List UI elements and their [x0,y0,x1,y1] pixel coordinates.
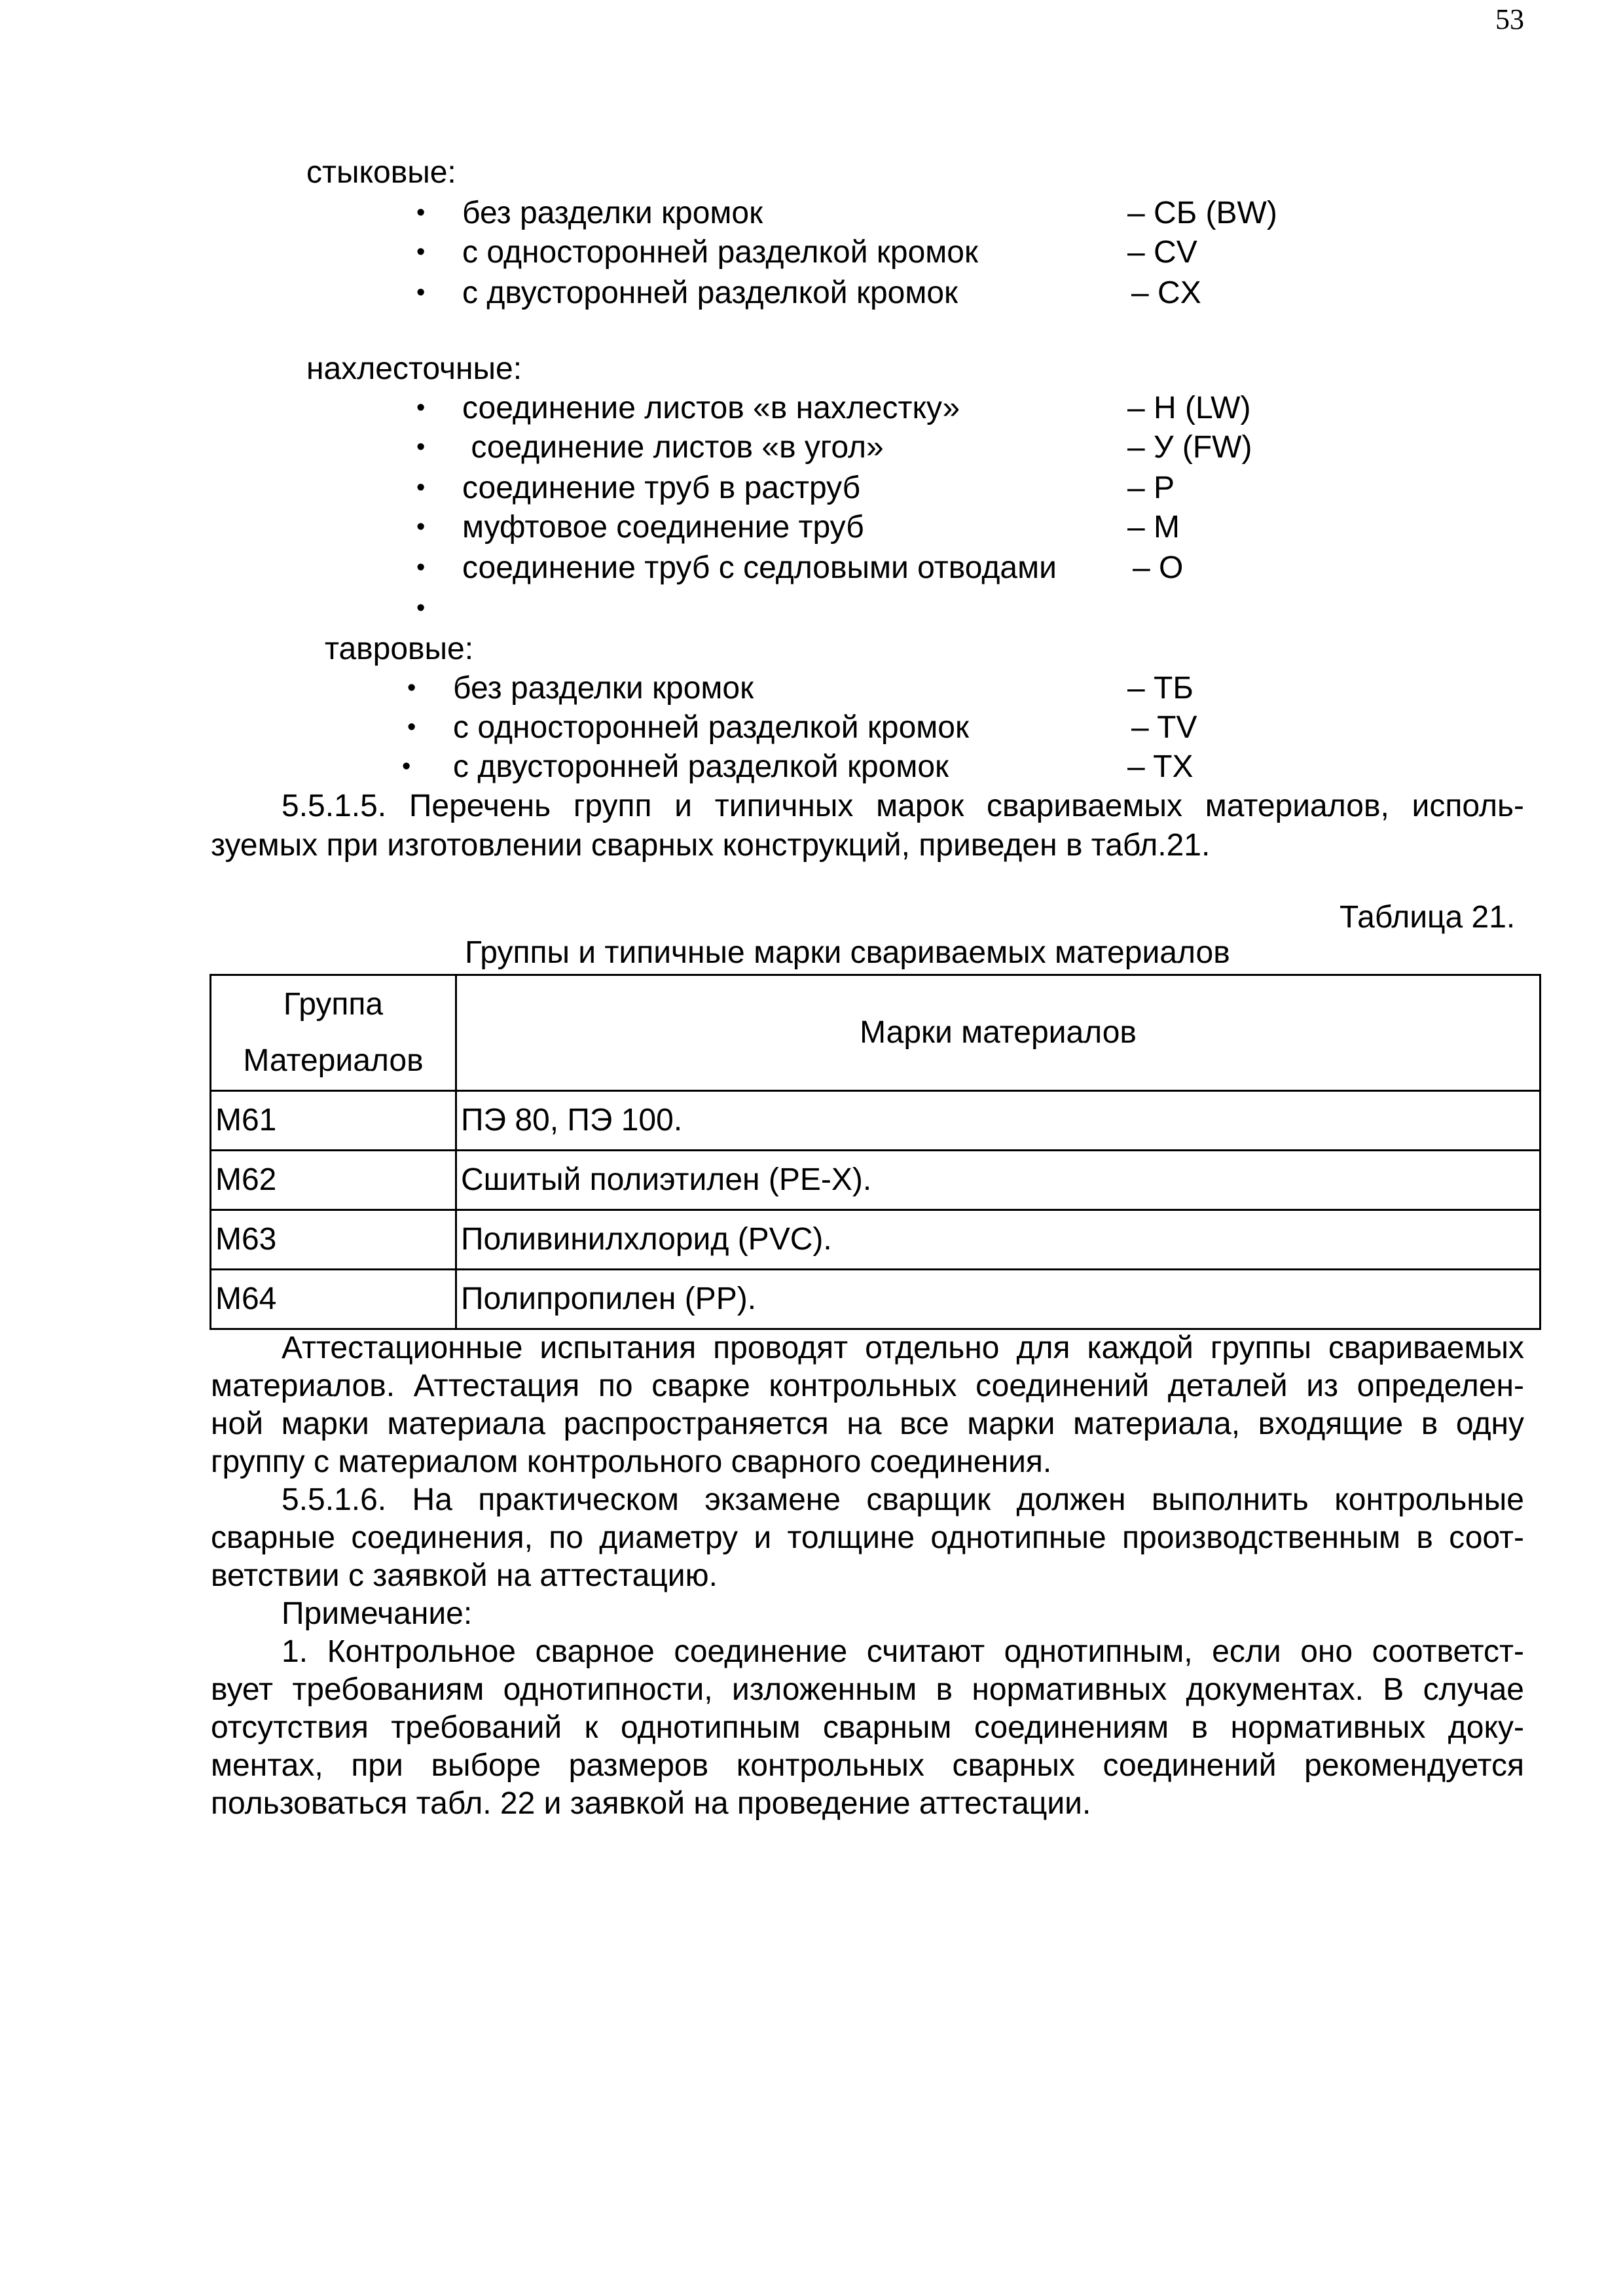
bullet: • [416,554,426,581]
bullet: • [416,513,426,541]
bullet: • [416,238,426,266]
lap-heading: нахлесточные: [306,351,522,386]
paragraph-line: 5.5.1.5. Перечень групп и типичных марок свариваемых материалов, исполь- [282,789,1524,823]
brands-cell: Поливинилхлорид (PVC). [456,1210,1541,1270]
lap-item-text: соединение листов «в нахлестку» [462,391,960,425]
lap-item-code: – О [1133,550,1184,585]
bullet: • [416,594,426,622]
group-cell: М62 [211,1151,456,1210]
lap-item-code: – Р [1127,471,1175,505]
butt-item-text: с односторонней разделкой кромок [462,235,978,270]
materials-table [210,974,1541,1330]
butt-item-code: – CX [1131,276,1201,310]
brands-cell: ПЭ 80, ПЭ 100. [456,1091,1541,1151]
lap-item-text: соединение труб с седловыми отводами [462,550,1057,585]
butt-item-text: с двусторонней разделкой кромок [462,276,958,310]
paragraph-line: зуемых при изготовлении сварных конструкций, приведен в табл.21. [211,828,1211,863]
tee-item-code: – TX [1127,749,1194,784]
bullet: • [416,394,426,422]
lap-item-text: соединение труб в раструб [462,471,861,505]
bullet: • [416,279,426,306]
table-row [211,1151,1541,1210]
bullet: • [407,713,416,741]
table-row [211,1091,1541,1151]
table-header-row [211,975,1541,1091]
butt-heading: стыковые: [306,155,456,190]
tee-heading: тавровые: [325,632,474,666]
bullet: • [416,199,426,226]
table-label: Таблица 21. [1340,900,1516,935]
bullet: • [407,674,416,702]
lap-item-code: – М [1127,510,1180,545]
group-cell: М61 [211,1091,456,1151]
tee-item-text: с двусторонней разделкой кромок [453,749,949,784]
header-group-line2: Материалов [243,1043,424,1078]
note-line: ментах, при выборе размеров контрольных сварных соединений рекомендуется [211,1748,1524,1783]
paragraph-line: 5.5.1.6. На практическом экзамене сварщик должен выполнить контрольные [282,1482,1524,1517]
paragraph-line: ветствии с заявкой на аттестацию. [211,1558,718,1593]
paragraph-line: Аттестационные испытания проводят отдельно для каждой группы свариваемых [282,1331,1524,1365]
tee-item-text: без разделки кромок [453,671,754,706]
brands-cell: Сшитый полиэтилен (PE-X). [456,1151,1541,1210]
bullet: • [402,753,411,780]
lap-item-code: – У (FW) [1127,430,1252,465]
butt-item-text: без разделки кромок [462,196,763,230]
bullet: • [416,433,426,461]
lap-item-text: муфтовое соединение труб [462,510,864,545]
note-line: вует требованиям однотипности, изложенным в нормативных документах. В случае [211,1672,1524,1707]
table-title: Группы и типичные марки свариваемых материалов [465,935,1230,970]
note-line: 1. Контрольное сварное соединение считают однотипным, если оно соответст- [282,1634,1524,1669]
header-group-cell [211,975,456,1091]
lap-item-code: – Н (LW) [1127,391,1251,425]
table-row [211,1210,1541,1270]
paragraph-line: сварные соединения, по диаметру и толщине однотипные производственным в соот- [211,1520,1524,1555]
bullet: • [416,474,426,501]
tee-item-code: – TV [1131,710,1197,745]
note-heading: Примечание: [282,1596,473,1631]
page-number: 53 [1495,3,1524,35]
paragraph-line: группу с материалом контрольного сварного соединения. [211,1444,1052,1479]
note-line: пользоваться табл. 22 и заявкой на проведение аттестации. [211,1786,1091,1821]
header-group-line1: Группа [283,987,384,1022]
group-cell: М63 [211,1210,456,1270]
table-row [211,1270,1541,1329]
lap-item-text: соединение листов «в угол» [462,430,884,465]
tee-item-text: с односторонней разделкой кромок [453,710,969,745]
note-line: отсутствия требований к однотипным сварным соединениям в нормативных доку- [211,1710,1524,1745]
butt-item-code: – CV [1127,235,1197,270]
group-cell: М64 [211,1270,456,1329]
tee-item-code: – ТБ [1127,671,1194,706]
paragraph-line: материалов. Аттестация по сварке контрольных соединений деталей из определен- [211,1369,1524,1403]
paragraph-line: ной марки материала распространяется на все марки материала, входящие в одну [211,1407,1524,1441]
butt-item-code: – СБ (BW) [1127,196,1277,230]
brands-cell: Полипропилен (PP). [456,1270,1541,1329]
header-brands-cell: Марки материалов [456,975,1541,1091]
